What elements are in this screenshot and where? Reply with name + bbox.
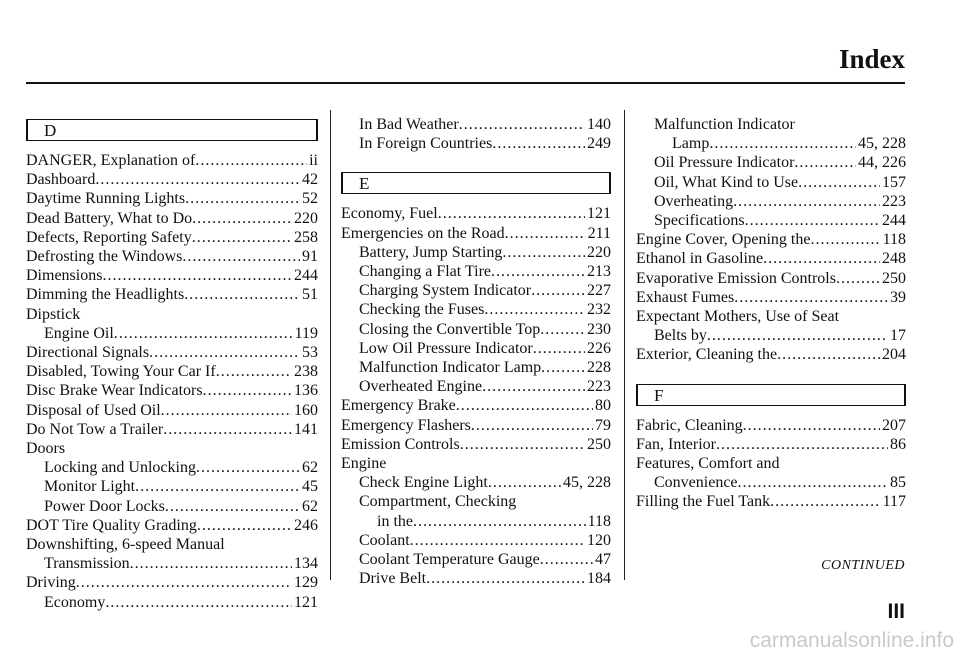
- entry-label: Engine Cover, Opening the: [636, 231, 811, 249]
- entry-label: Dipstick: [26, 305, 81, 323]
- dot-leader: [777, 345, 880, 364]
- index-entry: [341, 134, 611, 153]
- entry-label: Engine: [341, 455, 387, 473]
- entry-label: Economy, Fuel: [341, 205, 438, 223]
- entry-page-number: 62: [302, 459, 318, 477]
- entry-label: Dimensions: [26, 267, 103, 285]
- index-entry: [341, 416, 611, 435]
- dot-leader: [810, 230, 880, 249]
- entry-label: Emergency Flashers: [341, 416, 471, 434]
- entry-page-number: 45, 228: [563, 474, 611, 492]
- entry-label: Defects, Reporting Safety: [26, 228, 192, 246]
- entry-page-number: 129: [294, 574, 318, 592]
- page-number: III: [887, 600, 905, 623]
- entry-label: In Bad Weather: [359, 116, 459, 133]
- section-letter-header: F: [636, 384, 906, 406]
- index-entry: [26, 170, 318, 189]
- index-entry: [341, 224, 611, 243]
- entry-page-number: 228: [587, 359, 611, 377]
- entry-page-number: 121: [294, 593, 318, 611]
- dot-leader: [733, 192, 880, 211]
- index-entry: [636, 211, 906, 230]
- index-entry: [636, 288, 906, 307]
- entry-label: Exhaust Fumes: [636, 288, 735, 306]
- index-entry: [636, 249, 906, 268]
- entry-label: Defrosting the Windows: [26, 248, 183, 266]
- index-entry: [341, 300, 611, 319]
- index-entry: [26, 554, 318, 573]
- dot-leader: [484, 300, 585, 319]
- dot-leader: [161, 401, 292, 420]
- index-entry: [26, 305, 318, 324]
- entry-label: Do Not Tow a Trailer: [26, 420, 164, 438]
- index-column-1: [26, 115, 318, 612]
- entry-label: Oil, What Kind to Use: [654, 173, 799, 191]
- index-entry: [26, 189, 318, 208]
- entry-label: Transmission: [44, 555, 130, 573]
- entry-label: Disposal of Used Oil: [26, 401, 161, 419]
- entry-label: Overheated Engine: [359, 378, 483, 396]
- dot-leader: [216, 362, 292, 381]
- entry-label: Dead Battery, What to Do: [26, 209, 193, 227]
- index-entry: [26, 516, 318, 535]
- dot-leader: [488, 473, 561, 492]
- entry-label: Coolant: [359, 531, 410, 549]
- entry-page-number: 119: [294, 324, 318, 342]
- index-entry: [341, 115, 611, 134]
- entry-label: Compartment, Checking: [359, 493, 517, 511]
- index-entry: [636, 492, 906, 511]
- continued-note: CONTINUED: [821, 558, 905, 573]
- entry-page-number: 232: [587, 301, 611, 319]
- index-entry: [26, 266, 318, 285]
- dot-leader: [734, 288, 888, 307]
- dot-leader: [482, 377, 585, 396]
- entry-page-number: 223: [882, 192, 906, 210]
- index-entry: [636, 153, 906, 172]
- entry-label: Downshifting, 6-speed Manual: [26, 536, 225, 554]
- dot-leader: [460, 435, 585, 454]
- index-entry: [26, 381, 318, 400]
- index-entry: [26, 209, 318, 228]
- dot-leader: [471, 416, 593, 435]
- index-entry: [341, 435, 611, 454]
- index-entry: [341, 320, 611, 339]
- index-entry: [26, 535, 318, 554]
- entry-page-number: 44, 226: [858, 154, 906, 172]
- entry-page-number: 249: [587, 135, 611, 153]
- entry-page-number: 86: [890, 435, 906, 453]
- dot-leader: [492, 134, 585, 153]
- entry-label: Low Oil Pressure Indicator: [359, 339, 533, 357]
- index-entry: [636, 115, 906, 134]
- entry-label: Disc Brake Wear Indicators: [26, 382, 203, 400]
- entry-label: Features, Comfort and: [636, 455, 780, 473]
- entry-label: Drive Belt: [359, 570, 427, 588]
- entry-label: In Foreign Countries: [359, 135, 493, 153]
- entry-label: DANGER, Explanation of: [26, 152, 196, 169]
- index-entry: [26, 324, 318, 343]
- section-letter-header: E: [341, 172, 611, 194]
- index-column-3: [636, 115, 906, 512]
- dot-leader: [836, 269, 880, 288]
- dot-leader: [459, 115, 585, 134]
- dot-leader: [196, 458, 300, 477]
- section-letter-header: D: [26, 119, 318, 141]
- index-entry: [341, 204, 611, 223]
- index-entry: [26, 343, 318, 362]
- entry-page-number: 250: [587, 435, 611, 453]
- entry-page-number: 120: [587, 531, 611, 549]
- dot-leader: [531, 281, 585, 300]
- watermark-text: carmanualsonline.info: [749, 629, 954, 652]
- index-entry: [341, 550, 611, 569]
- entry-page-number: 157: [882, 173, 906, 191]
- index-entry: [636, 326, 906, 345]
- entry-label: Exterior, Cleaning the: [636, 346, 778, 364]
- entry-label: Ethanol in Gasoline: [636, 250, 764, 268]
- index-entry: [341, 531, 611, 550]
- index-entry: [636, 269, 906, 288]
- index-entry: [26, 497, 318, 516]
- entry-label: Lamp: [672, 135, 710, 153]
- entry-label: Economy: [44, 593, 106, 611]
- index-entry: [636, 345, 906, 364]
- entry-label: Charging System Indicator: [359, 282, 532, 300]
- dot-leader: [149, 343, 300, 362]
- index-entry: [341, 473, 611, 492]
- dot-leader: [540, 320, 585, 339]
- index-entry: [26, 228, 318, 247]
- index-entry: [341, 569, 611, 588]
- entry-label: Emission Controls: [341, 435, 460, 453]
- entry-page-number: 45: [302, 478, 318, 496]
- index-entry: [341, 262, 611, 281]
- entry-label: Belts by: [654, 327, 707, 345]
- dot-leader: [770, 492, 880, 511]
- entry-label: Fan, Interior: [636, 435, 716, 453]
- entry-label: Directional Signals: [26, 344, 150, 362]
- entry-page-number: 244: [882, 212, 906, 230]
- index-entry: [26, 401, 318, 420]
- dot-leader: [707, 326, 888, 345]
- entry-label: Checking the Fuses: [359, 301, 485, 319]
- dot-leader: [540, 550, 593, 569]
- index-entry: [26, 593, 318, 612]
- entry-page-number: 121: [587, 205, 611, 223]
- entry-page-number: 52: [302, 190, 318, 208]
- entry-label: Battery, Jump Starting: [359, 243, 503, 261]
- entry-page-number: 160: [294, 401, 318, 419]
- entry-page-number: 62: [302, 497, 318, 515]
- dot-leader: [413, 512, 586, 531]
- dot-leader: [438, 204, 585, 223]
- entry-page-number: 230: [587, 320, 611, 338]
- entry-label: Expectant Mothers, Use of Seat: [636, 308, 840, 326]
- dot-leader: [491, 262, 585, 281]
- entry-label: Disabled, Towing Your Car If: [26, 363, 216, 381]
- index-entry: [341, 281, 611, 300]
- dot-leader: [102, 266, 292, 285]
- column-divider: [624, 110, 625, 580]
- dot-leader: [794, 153, 856, 172]
- index-entry: [636, 192, 906, 211]
- dot-leader: [105, 593, 292, 612]
- dot-leader: [505, 224, 586, 243]
- entry-page-number: 244: [294, 267, 318, 285]
- index-entry: [636, 435, 906, 454]
- dot-leader: [410, 531, 585, 550]
- entry-label: Driving: [26, 574, 76, 592]
- index-entry: [341, 339, 611, 358]
- entry-label: Emergencies on the Road: [341, 224, 505, 242]
- index-entry: [341, 243, 611, 262]
- entry-label: Evaporative Emission Controls: [636, 269, 836, 287]
- index-entry: [341, 512, 611, 531]
- index-entry: [26, 420, 318, 439]
- dot-leader: [203, 381, 292, 400]
- entry-page-number: 91: [302, 248, 318, 266]
- index-entry: [341, 396, 611, 415]
- index-entry: [636, 473, 906, 492]
- dot-leader: [426, 569, 585, 588]
- index-entry: [636, 230, 906, 249]
- entry-page-number: 140: [587, 116, 611, 133]
- dot-leader: [195, 151, 307, 170]
- entry-label: Emergency Brake: [341, 397, 456, 415]
- entry-page-number: 184: [587, 570, 611, 588]
- dot-leader: [135, 477, 300, 496]
- entry-page-number: 223: [587, 378, 611, 396]
- entry-page-number: 79: [595, 416, 611, 434]
- entry-label: Doors: [26, 440, 66, 458]
- entry-page-number: 118: [587, 512, 611, 530]
- index-entry: [341, 377, 611, 396]
- dot-leader: [533, 339, 585, 358]
- dot-leader: [185, 189, 300, 208]
- entry-page-number: 227: [587, 282, 611, 300]
- entry-label: Fabric, Cleaning: [636, 416, 743, 434]
- entry-page-number: ii: [309, 152, 318, 169]
- section-gap: [341, 153, 611, 168]
- dot-leader: [738, 473, 888, 492]
- column-divider: [330, 110, 331, 580]
- entry-page-number: 53: [302, 344, 318, 362]
- dot-leader: [192, 228, 292, 247]
- dot-leader: [456, 396, 593, 415]
- dot-leader: [745, 211, 880, 230]
- index-entry: [26, 477, 318, 496]
- entry-page-number: 213: [587, 263, 611, 281]
- dot-leader: [743, 416, 880, 435]
- entry-page-number: 258: [294, 228, 318, 246]
- index-entry: [636, 416, 906, 435]
- dot-leader: [716, 435, 888, 454]
- index-entry: [26, 458, 318, 477]
- entry-page-number: 134: [294, 555, 318, 573]
- dot-leader: [182, 247, 300, 266]
- entry-label: Dashboard: [26, 171, 96, 189]
- entry-page-number: 220: [587, 243, 611, 261]
- entry-label: in the: [377, 512, 413, 530]
- dot-leader: [709, 134, 856, 153]
- dot-leader: [95, 170, 300, 189]
- index-entry: [636, 134, 906, 153]
- entry-page-number: 17: [890, 327, 906, 345]
- entry-label: Daytime Running Lights: [26, 190, 186, 208]
- index-entry: [26, 151, 318, 170]
- index-entry: [636, 454, 906, 473]
- entry-label: Changing a Flat Tire: [359, 263, 492, 281]
- entry-page-number: 238: [294, 363, 318, 381]
- entry-label: Convenience: [654, 474, 738, 492]
- entry-page-number: 226: [587, 339, 611, 357]
- entry-page-number: 45, 228: [858, 135, 906, 153]
- entry-label: Oil Pressure Indicator: [654, 154, 795, 172]
- dot-leader: [541, 358, 585, 377]
- entry-page-number: 51: [302, 286, 318, 304]
- entry-page-number: 248: [882, 250, 906, 268]
- entry-page-number: 117: [882, 493, 906, 511]
- entry-page-number: 118: [882, 231, 906, 249]
- entry-label: Specifications: [654, 212, 745, 230]
- page-title: Index: [838, 44, 905, 74]
- entry-label: Malfunction Indicator Lamp: [359, 359, 542, 377]
- header-divider: [26, 82, 905, 84]
- dot-leader: [502, 243, 585, 262]
- index-entry: [341, 454, 611, 473]
- dot-leader: [76, 573, 292, 592]
- index-entry: [341, 492, 611, 511]
- entry-label: Filling the Fuel Tank: [636, 493, 771, 511]
- dot-leader: [163, 420, 292, 439]
- entry-label: Dimming the Headlights: [26, 286, 185, 304]
- section-gap: [636, 365, 906, 380]
- entry-page-number: 39: [890, 288, 906, 306]
- entry-page-number: 220: [294, 209, 318, 227]
- entry-page-number: 246: [294, 516, 318, 534]
- entry-page-number: 250: [882, 269, 906, 287]
- index-entry: [26, 439, 318, 458]
- dot-leader: [165, 497, 300, 516]
- entry-label: DOT Tire Quality Grading: [26, 516, 197, 534]
- entry-label: Locking and Unlocking: [44, 459, 196, 477]
- dot-leader: [192, 209, 292, 228]
- index-entry: [341, 358, 611, 377]
- entry-page-number: 80: [595, 397, 611, 415]
- entry-page-number: 42: [302, 171, 318, 189]
- entry-page-number: 47: [595, 551, 611, 569]
- entry-page-number: 85: [890, 474, 906, 492]
- index-entry: [636, 173, 906, 192]
- entry-page-number: 211: [587, 224, 611, 242]
- entry-label: Overheating: [654, 192, 734, 210]
- entry-label: Closing the Convertible Top: [359, 320, 541, 338]
- dot-leader: [763, 249, 880, 268]
- entry-label: Check Engine Light: [359, 474, 488, 492]
- entry-page-number: 141: [294, 420, 318, 438]
- entry-label: Malfunction Indicator: [654, 116, 795, 133]
- entry-page-number: 207: [882, 416, 906, 434]
- entry-label: Engine Oil: [44, 324, 114, 342]
- dot-leader: [197, 516, 292, 535]
- index-entry: [26, 247, 318, 266]
- entry-label: Monitor Light: [44, 478, 136, 496]
- dot-leader: [114, 324, 293, 343]
- index-entry: [26, 573, 318, 592]
- entry-label: Coolant Temperature Gauge: [359, 551, 540, 569]
- index-entry: [636, 307, 906, 326]
- entry-page-number: 204: [882, 346, 906, 364]
- index-entry: [26, 285, 318, 304]
- index-entry: [26, 362, 318, 381]
- index-column-2: [341, 115, 611, 588]
- entry-page-number: 136: [294, 382, 318, 400]
- dot-leader: [130, 554, 292, 573]
- dot-leader: [798, 173, 880, 192]
- dot-leader: [184, 285, 300, 304]
- entry-label: Power Door Locks: [44, 497, 165, 515]
